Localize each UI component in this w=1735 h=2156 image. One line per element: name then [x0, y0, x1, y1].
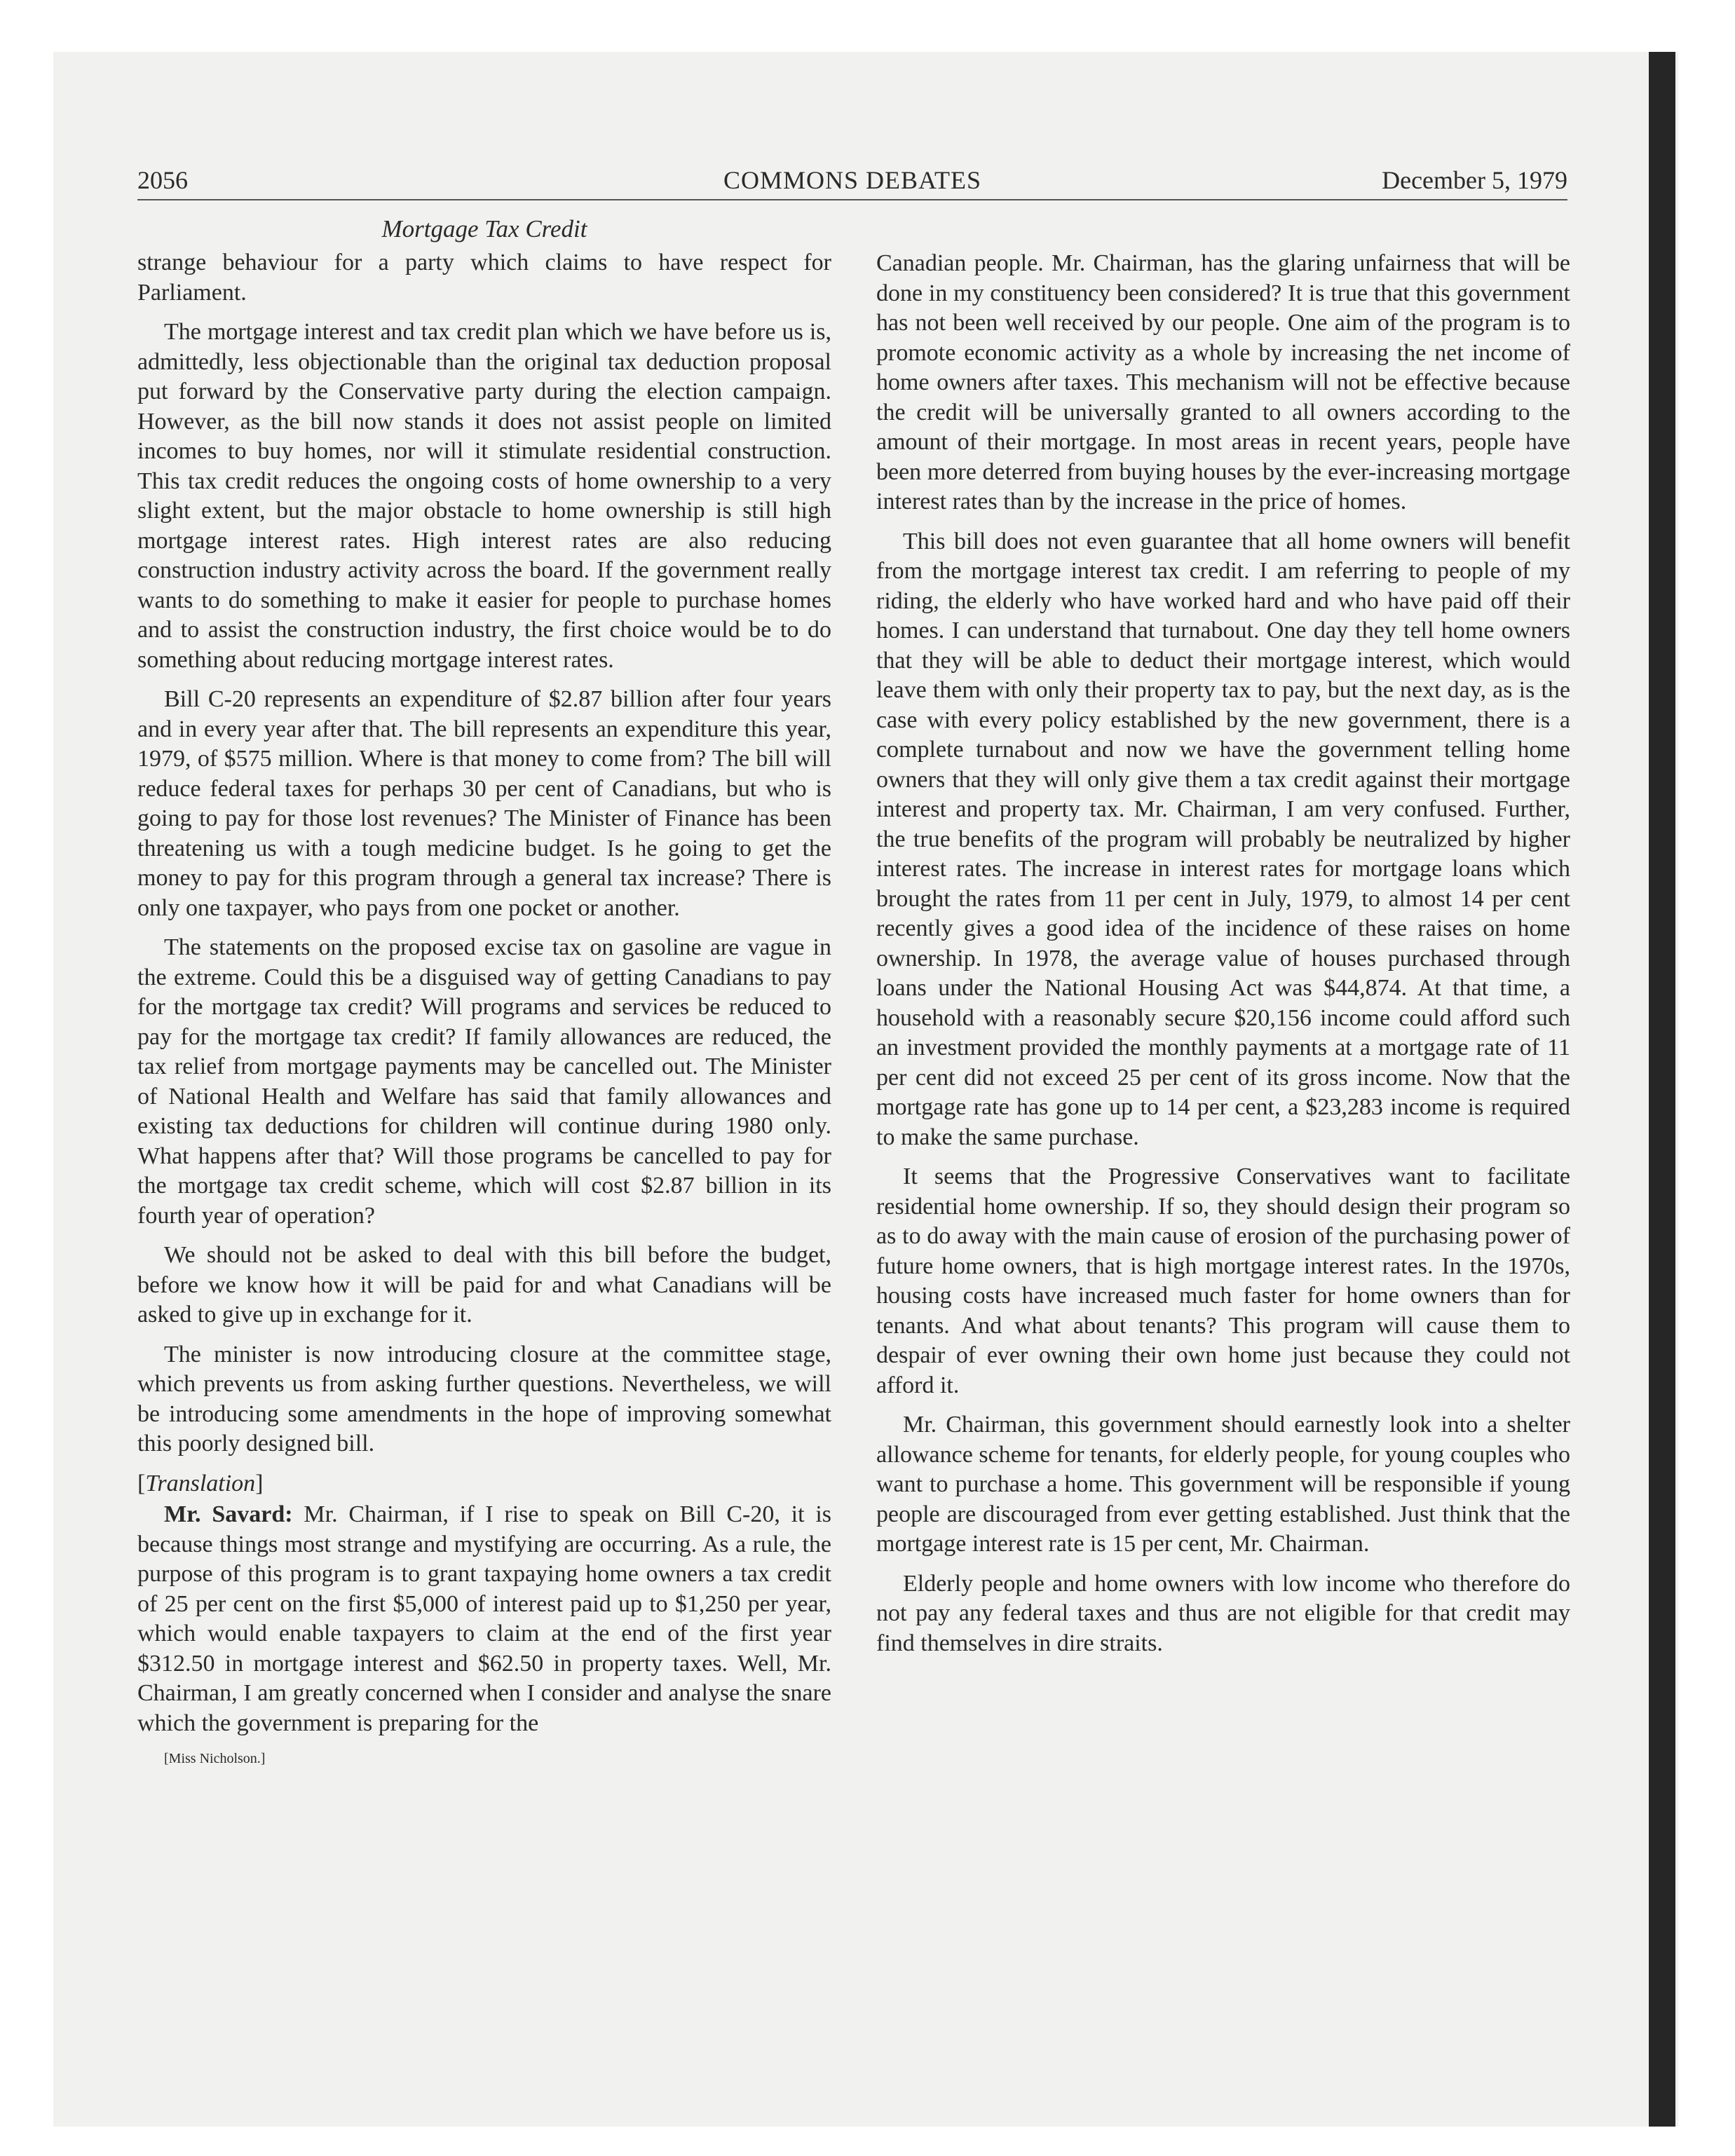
paragraph: Canadian people. Mr. Chairman, has the glaring unfairness that will be done in my constituency been considered? It is true that this government has not been well received by our people. One aim of the program is to promote economic activity as a whole by increasing the net income of home owners after taxes. This mechanism will not be effective because the credit will be universally granted to all owners according to the amount of their mortgage. In most areas in recent years, people have been more deterred from buying houses by the ever-increasing mortgage interest rates than by the increase in the price of homes. [876, 250, 1570, 514]
publication-title: COMMONS DEBATES [723, 166, 982, 194]
left-column [137, 248, 831, 1779]
paragraph: The statements on the proposed excise tax on gasoline are vague in the extreme. Could this be a disguised way of getting Canadians to pay for the mortgage tax credit? Will programs and services be reduced to pay for the mortgage tax credit? If family allowances are reduced, the tax relief from mortgage payments may be cancelled out. The Minister of National Health and Welfare has said that family allowances and existing tax deductions for children will continue during 1980 only. What happens after that? Will those programs be cancelled to pay for the mortgage tax credit scheme, which will cost $2.87 billion in its fourth year of operation? [137, 934, 831, 1229]
speech-paragraph [137, 1500, 831, 1738]
paragraph: The mortgage interest and tax credit plan which we have before us is, admittedly, less objectionable than the original tax deduction proposal put forward by the Conservative party during the election campaign. However, as the bill now stands it does not assist people on limited incomes to buy homes, nor will it stimulate residential construction. This tax credit reduces the ongoing costs of home ownership to a very slight extent, but the major obstacle to home ownership is still high mortgage interest rates. High interest rates are also reducing construction industry activity across the board. If the government really wants to do something to make it easier for people to purchase homes and to assist the construction industry, the first choice would be to do something about reducing mortgage interest rates. [137, 319, 831, 673]
paragraph: Elderly people and home owners with low income who therefore do not pay any federal taxes and thus are not eligible for that credit may find themselves in dire straits. [876, 1570, 1570, 1656]
paragraph: strange behaviour for a party which claims to have respect for Parliament. [137, 250, 831, 306]
paragraph: Mr. Chairman, this government should earnestly look into a shelter allowance scheme for tenants, for elderly people, for young couples who want to purchase a home. This government will be responsible if young people are discouraged from ever getting established. Just think that the mortgage interest rate is 15 per cent, Mr. Chairman. [876, 1412, 1570, 1557]
translation-label: [Translation] [137, 1470, 264, 1496]
header-rule [137, 199, 1567, 200]
speech-text: Mr. Chairman, if I rise to speak on Bill C-20, it is because things most strange and mystifying are occurring. As a rule, the purpose of this program is to grant taxpaying home owners a tax credit of 25 per cent on the first $5,000 of interest paid up to $1,250 per year, which would enable taxpayers to claim at the end of the first year $312.50 in mortgage interest and $62.50 in property taxes. Well, Mr. Chairman, I am greatly concerned when I consider and analyse the snare which the government is preparing for the [137, 1501, 831, 1736]
paragraph: Bill C-20 represents an expenditure of $2.87 billion after four years and in every year after that. The bill represents an expenditure this year, 1979, of $575 million. Where is that money to come from? The bill will reduce federal taxes for perhaps 30 per cent of Canadians, but who is going to pay for those lost revenues? The Minister of Finance has been threatening us with a tough medicine budget. Is he going to get the money to pay for this program through a general tax increase? There is only one taxpayer, who pays from one pocket or another. [137, 686, 831, 921]
scan-edge-bar [1649, 52, 1675, 2127]
right-column [876, 249, 1570, 1668]
paragraph: It seems that the Progressive Conservatives want to facilitate residential home ownership. If so, they should design their program so as to do away with the main cause of erosion of the purchasing power of future home owners, that is high mortgage interest rates. In the 1970s, housing costs have increased much faster for home owners than for tenants. And what about tenants? This program will cause them to despair of ever owning their own home just because they could not afford it. [876, 1164, 1570, 1398]
footnote: [Miss Nicholson.] [164, 1751, 266, 1766]
paragraph: We should not be asked to deal with this bill before the budget, before we know how it will be paid for and what Canadians will be asked to give up in exchange for it. [137, 1242, 831, 1328]
page-number: 2056 [137, 166, 188, 194]
paragraph: The minister is now introducing closure at the committee stage, which prevents us from asking further questions. Nevertheless, we will be introducing some amendments in the hope of improving somewhat this poorly designed bill. [137, 1341, 831, 1456]
section-title: Mortgage Tax Credit [381, 215, 587, 243]
page-header [137, 163, 1567, 198]
speaker-name: Mr. Savard: [164, 1501, 293, 1527]
header-date: December 5, 1979 [1382, 166, 1567, 194]
paragraph: This bill does not even guarantee that all home owners will benefit from the mortgage interest tax credit. I am referring to people of my riding, the elderly who have worked hard and who have paid off their homes. I can understand that turnabout. One day they tell home owners that they will be able to deduct their mortgage interest, which would leave them with only their property tax to pay, but the next day, as is the case with every policy established by the new government, there is a complete turnabout and now we have the government telling home owners that they will only give them a tax credit against their mortgage interest and property tax. Mr. Chairman, I am very confused. Further, the true benefits of the program will probably be neutralized by higher interest rates. The increase in interest rates for mortgage loans which brought the rates from 11 per cent in July, 1979, to almost 14 per cent recently gives a good idea of the incidence of these raises on home ownership. In 1978, the average value of houses purchased through loans under the National Housing Act was $44,874. At that time, a household with a reasonably secure $20,156 income could afford such an investment provided the monthly payments at a mortgage rate of 11 per cent did not exceed 25 per cent of its gross income. Now that the mortgage rate has gone up to 14 per cent, a $23,283 income is required to make the same purchase. [876, 528, 1570, 1150]
